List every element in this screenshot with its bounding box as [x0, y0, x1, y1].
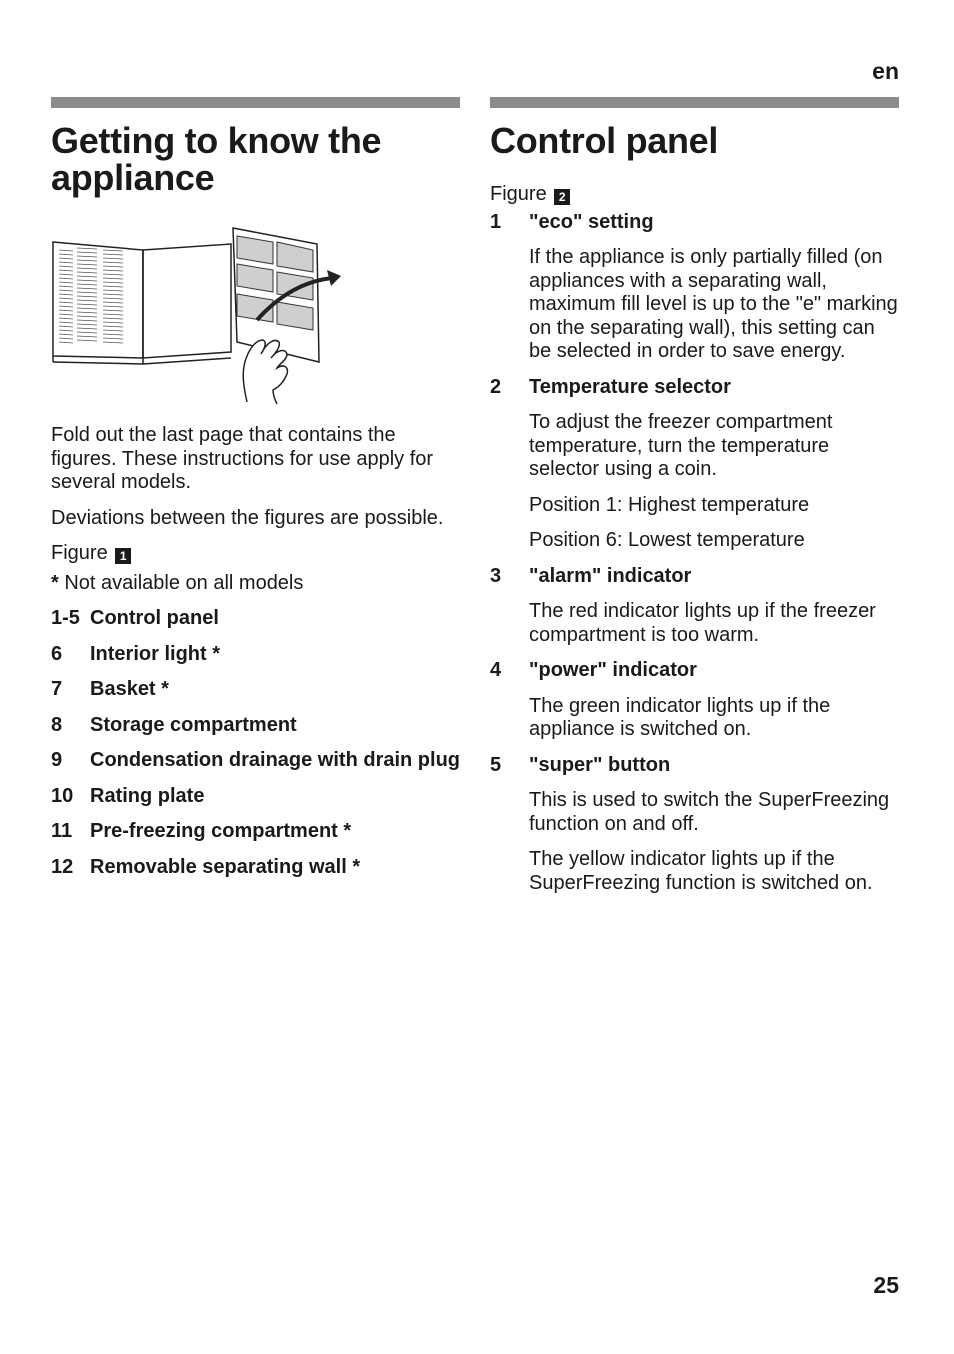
item-description: The yellow indicator lights up if the SuperFreezing function is switched on. — [529, 848, 873, 894]
list-item — [51, 714, 460, 738]
item-number: 12 — [51, 855, 74, 878]
list-item — [490, 211, 899, 235]
item-label: "power" indicator — [529, 659, 697, 681]
item-number: 3 — [490, 564, 502, 587]
item-number: 1-5 — [51, 607, 80, 629]
section-title: Control panel — [490, 120, 719, 161]
item-number: 10 — [51, 784, 74, 807]
item-number: 1 — [490, 210, 502, 233]
list-item — [51, 678, 460, 702]
item-label: "super" button — [529, 753, 671, 776]
item-label: Pre-freezing compartment * — [90, 820, 352, 842]
section-rule — [51, 97, 460, 108]
section-rule — [490, 97, 899, 108]
item-description: The green indicator lights up if the appliance is switched on. — [529, 694, 831, 740]
figure-label: Figure — [51, 542, 108, 564]
list-item — [490, 565, 899, 589]
left-column — [51, 97, 460, 879]
list-item — [51, 607, 460, 631]
item-label: Interior light * — [90, 642, 220, 665]
item-number: 2 — [490, 375, 502, 398]
item-description: To adjust the freezer compartment temperature, turn the temperature selector using a coin. — [529, 411, 833, 480]
page-number: 25 — [873, 1272, 899, 1298]
intro-paragraph: Deviations between the figures are possible. — [51, 506, 444, 529]
list-item — [51, 856, 460, 880]
figure-number-badge: 1 — [115, 548, 131, 564]
item-number: 4 — [490, 659, 502, 681]
intro-paragraph: Fold out the last page that contains the figures. These instructions for use apply for several models. — [51, 424, 434, 493]
list-item — [490, 376, 899, 400]
item-label: Storage compartment — [90, 713, 297, 736]
list-item — [490, 659, 899, 683]
right-column — [490, 97, 899, 895]
note-star: * — [51, 571, 59, 594]
item-description: This is used to switch the SuperFreezing function on and off. — [529, 789, 890, 835]
list-item — [490, 754, 899, 778]
fold-out-page-illustration — [51, 224, 351, 404]
item-label: "alarm" indicator — [529, 564, 692, 587]
figure-reference — [51, 542, 460, 566]
item-number: 9 — [51, 749, 63, 771]
item-label: Control panel — [90, 607, 219, 629]
item-label: "eco" setting — [529, 210, 654, 233]
availability-note — [51, 572, 460, 596]
item-description: If the appliance is only partially filled (on appliances with a separating wall, maximum fill level is up to the "e" marking on the separating wall), this setting can be selected in order to save energy. — [529, 246, 898, 362]
item-number: 5 — [490, 753, 502, 776]
figure-label: Figure — [490, 183, 547, 205]
item-description: Position 6: Lowest temperature — [529, 529, 805, 551]
item-label: Rating plate — [90, 784, 205, 807]
item-label: Temperature selector — [529, 375, 731, 398]
language-tag: en — [872, 58, 899, 84]
item-number: 8 — [51, 713, 63, 736]
figure-reference — [490, 183, 899, 207]
list-item — [51, 820, 460, 844]
item-number: 7 — [51, 678, 63, 700]
note-text: Not available on all models — [58, 571, 304, 594]
item-description: Position 1: Highest temperature — [529, 493, 810, 516]
item-label: Basket * — [90, 678, 169, 700]
list-item — [51, 785, 460, 809]
list-item — [51, 643, 460, 667]
item-number: 6 — [51, 642, 63, 665]
item-number: 11 — [51, 820, 73, 842]
item-label: Removable separating wall * — [90, 855, 361, 878]
section-title: Getting to know the appliance — [51, 120, 382, 198]
list-item — [51, 749, 460, 773]
figure-number-badge: 2 — [554, 189, 570, 205]
item-label: Condensation drainage with drain plug — [90, 749, 461, 771]
item-description: The red indicator lights up if the freezer compartment is too warm. — [529, 600, 876, 646]
